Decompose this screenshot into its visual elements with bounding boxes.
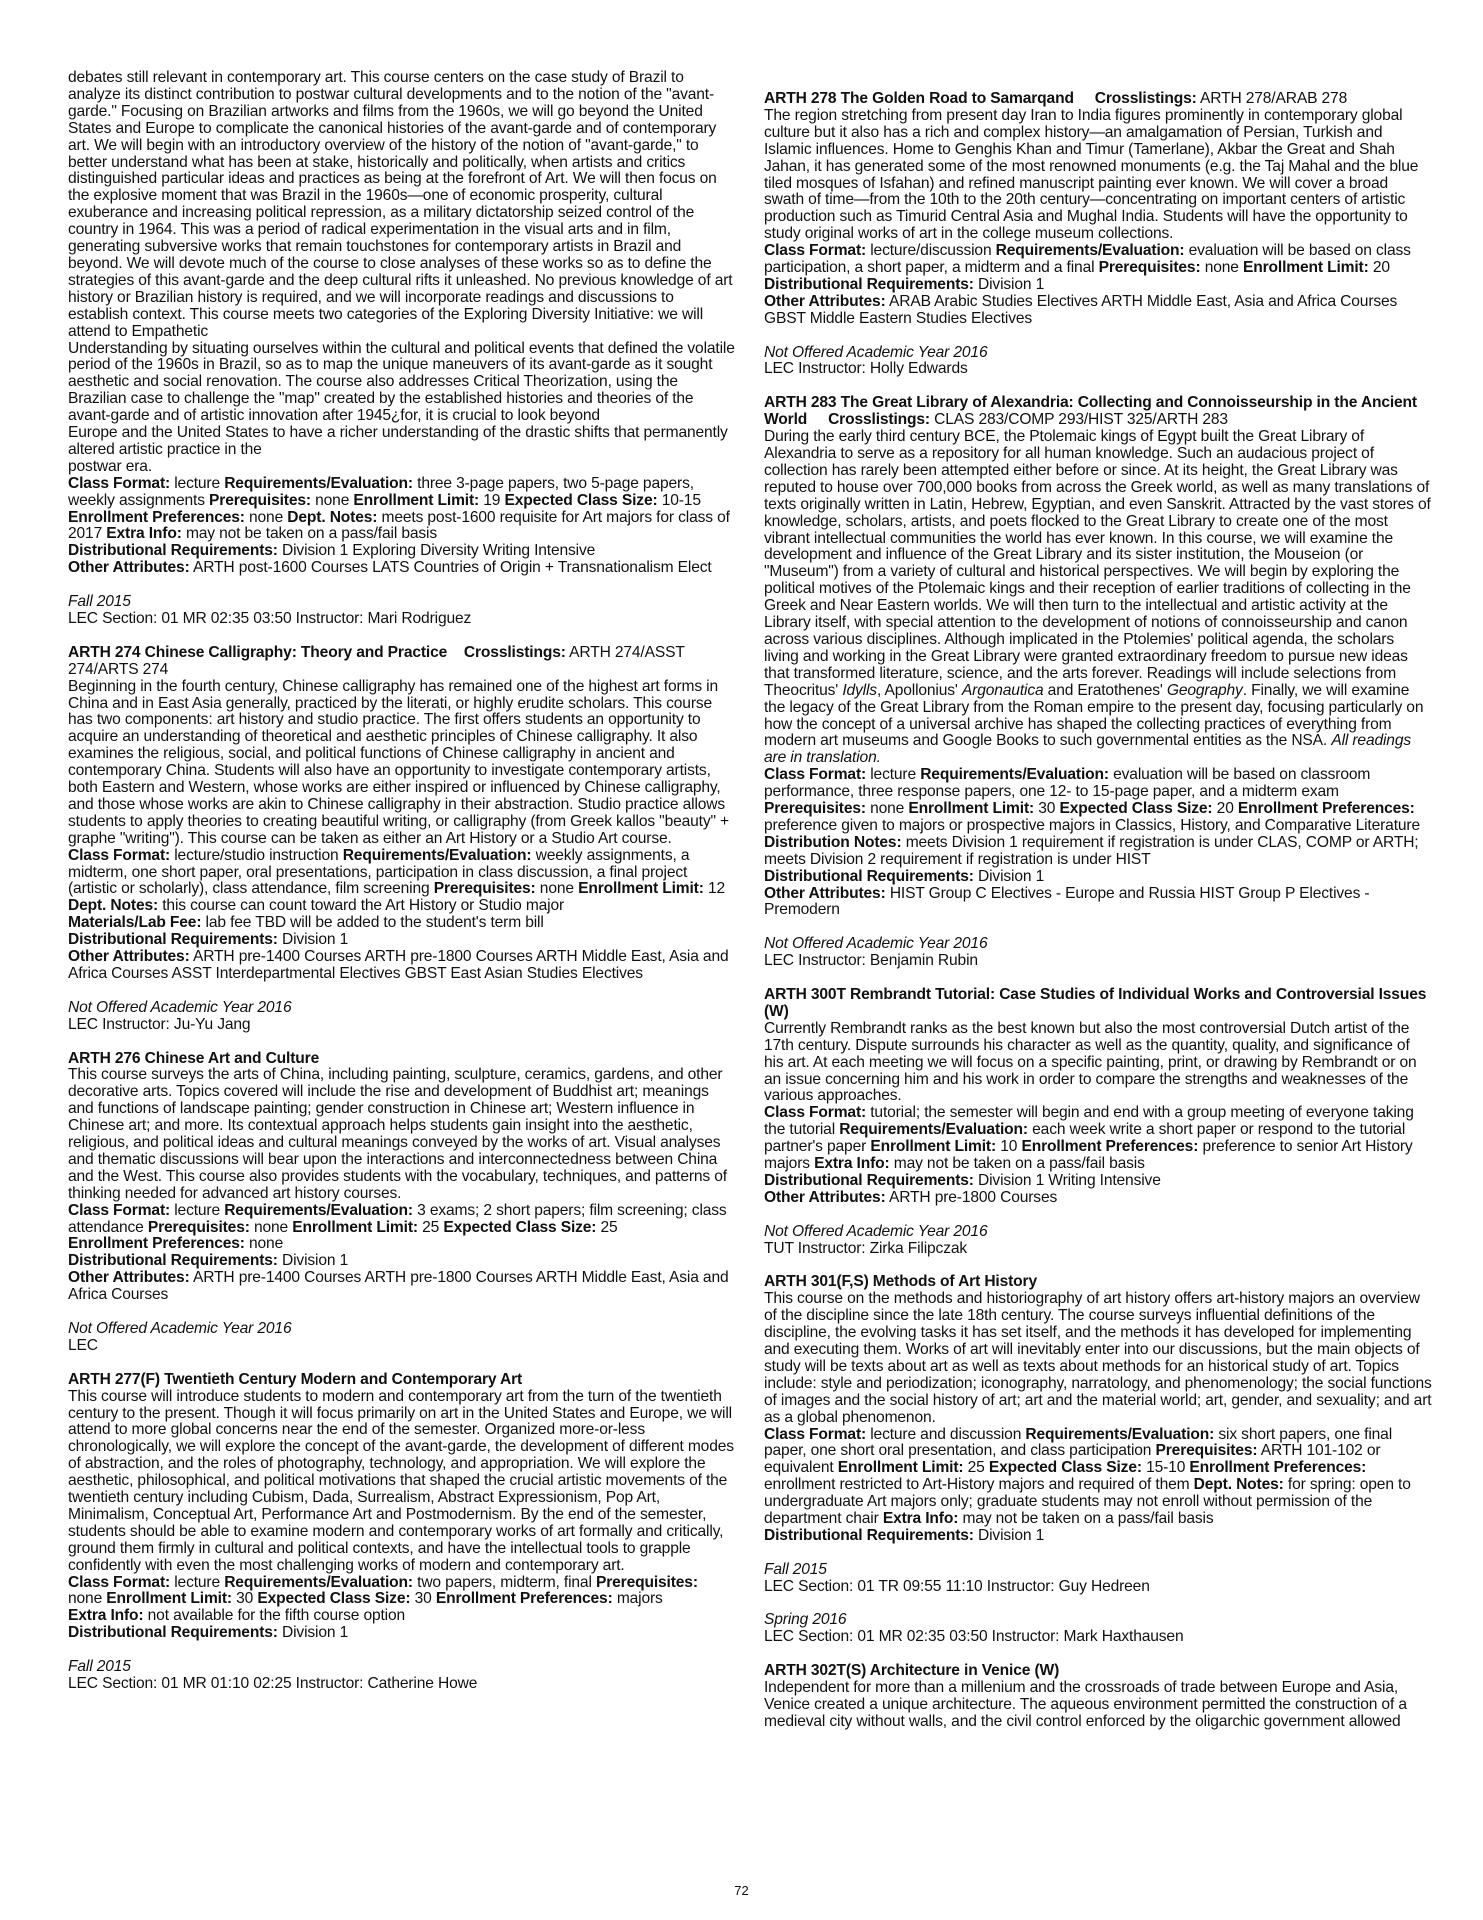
- field-value: lecture/discussion: [870, 242, 992, 260]
- field-label: Enrollment Preferences:: [1189, 1459, 1367, 1477]
- field-value: six short papers, one final paper, one short oral presentation, and class participation: [764, 1425, 1393, 1460]
- field-label: Prerequisites:: [147, 1218, 250, 1236]
- field-value: ARTH 101-102 or equivalent: [764, 1442, 1381, 1477]
- term-label: Not Offered Academic Year 2016: [764, 1222, 988, 1240]
- field-value: majors: [616, 1590, 663, 1608]
- distribution-line: [68, 1253, 736, 1270]
- description-text: , Apollonius': [876, 681, 962, 699]
- section-info: LEC Instructor: Ju-Yu Jang: [68, 1015, 251, 1033]
- course-title: ARTH 301(F,S) Methods of Art History: [764, 1273, 1037, 1291]
- field-label: Class Format:: [764, 766, 867, 784]
- field-value: not available for the fifth course option: [147, 1607, 406, 1625]
- field-label: Class Format:: [68, 846, 171, 864]
- course-description: Currently Rembrandt ranks as the best known but also the most controversial Dutch artist of the 17th century. Dispute surrounds his character as well as the quantity, quality, and significance of his art. At each meeting we will focus on a specific painting, print, or drawing by Rembrandt or on an issue concerning him and his work in order to compare the strengths and weaknesses of the various approaches.: [764, 1019, 1417, 1105]
- extra-info-line: [68, 1608, 736, 1625]
- field-label: Expected Class Size:: [504, 491, 658, 509]
- term-label: Not Offered Academic Year 2016: [764, 935, 988, 953]
- field-label: Requirements/Evaluation:: [839, 1121, 1028, 1139]
- field-value: each week write a short paper or respond to the tutorial partner's paper: [764, 1121, 1406, 1156]
- field-value: lecture: [174, 1573, 220, 1591]
- field-label: Other Attributes:: [68, 948, 190, 966]
- field-label: Class Format:: [68, 1201, 171, 1219]
- distribution-line: [764, 1173, 1432, 1190]
- course-details: [68, 848, 736, 916]
- field-value: 30: [414, 1590, 432, 1608]
- course-description: Understanding by situating ourselves within the cultural and political events that defined the volatile period of the 1960s in Brazil, so as to map the unique maneuvers of its avant-garde as it sought aesthetic and social renovation. The course also addresses Critical Theorization, using the Brazilian case to challenge the "map" created by the established histories and theories of the avant-garde and of artistic innovation after 1945¿for, it is crucial to look beyond: [68, 339, 735, 425]
- field-label: Dept. Notes:: [287, 508, 378, 526]
- field-label: Prerequisites:: [1155, 1442, 1258, 1460]
- field-value: lecture: [174, 474, 220, 492]
- term-label: Fall 2015: [68, 593, 131, 611]
- field-label: Expected Class Size:: [988, 1459, 1142, 1477]
- field-label: Requirements/Evaluation:: [1025, 1425, 1215, 1443]
- term-label: Not Offered Academic Year 2016: [68, 1319, 292, 1337]
- field-label: Requirements/Evaluation:: [920, 766, 1109, 784]
- field-label: Prerequisites:: [764, 800, 866, 818]
- field-value: evaluation will be based on classroom performance, three response papers, one 12- to 15-page paper, and a midterm exam: [764, 766, 1371, 801]
- course-heading: [764, 91, 1432, 108]
- field-label: Extra Info:: [814, 1155, 890, 1173]
- field-label: Class Format:: [764, 1425, 867, 1443]
- field-value: meets post-1600 requisite for Art majors for class of 2017: [68, 508, 730, 543]
- field-value: none: [1204, 259, 1239, 277]
- field-value: none: [68, 1590, 103, 1608]
- field-label: Enrollment Limit:: [292, 1218, 418, 1236]
- field-label: Requirements/Evaluation:: [224, 1573, 413, 1591]
- course-details: [764, 1427, 1432, 1528]
- field-value: for spring: open to undergraduate Art majors only; graduate students may not enroll without permission of the department chair: [764, 1476, 1411, 1528]
- field-label: Distributional Requirements:: [764, 1171, 974, 1189]
- course-title: ARTH 300T Rembrandt Tutorial: Case Studies of Individual Works and Controversial Issues (W): [764, 985, 1427, 1020]
- field-value: ARTH post-1600 Courses LATS Countries of Origin + Transnationalism Elect: [192, 559, 712, 577]
- field-label: Distributional Requirements:: [68, 1252, 278, 1270]
- course-title: ARTH 283 The Great Library of Alexandria: Collecting and Connoisseurship in the Ancient World: [764, 394, 1417, 429]
- field-label: Enrollment Limit:: [106, 1590, 232, 1608]
- field-label: Materials/Lab Fee:: [68, 914, 202, 932]
- term-label: Fall 2015: [68, 1658, 131, 1676]
- field-label: Crosslistings:: [463, 643, 566, 661]
- description-text: During the early third century BCE, the Ptolemaic kings of Egypt built the Great Library of Alexandria to serve as a repository for all human knowledge. Such an audacious project of collection has rarely been attempted either before or since. At its height, the Great Library was reputed to house over 700,000 books from across the Greek world, as well as many translations of texts originally written in Latin, Hebrew, Egyptian, and even Sanskrit. Attracted by the vast stores of knowledge, scholars, artists, and poets flocked to the Great Library to create one of the most vibrant intellectual communities the world has ever known. In this course, we will examine the development and influence of the Great Library and its sister institution, the Mouseion (or "Museum") from a variety of cultural and historical perspectives. We will begin by exploring the political motives of the Ptolemaic kings and their reception of earlier traditions of collecting in the Greek and Near Eastern worlds. We will then turn to the intellectual and artistic activity at the Library itself, with special attention to the development of notions of connoisseurship and canon across various disciplines. Although implicated in the Ptolemies' political agenda, the scholars living and working in the Great Library were granted extraordinary freedom to pursue new ideas that transformed literature, science, and the arts forever. Readings will include selections from Theocritus': [764, 428, 1431, 699]
- field-value: none: [249, 508, 284, 526]
- field-value: ARTH pre-1400 Courses ARTH pre-1800 Courses ARTH Middle East, Asia and Africa Courses: [68, 1269, 729, 1304]
- field-value: Division 1: [978, 867, 1045, 885]
- field-label: Class Format:: [764, 242, 867, 260]
- translation-note: All readings are in translation.: [764, 732, 1411, 767]
- term-label: Fall 2015: [764, 1560, 827, 1578]
- field-value: ARTH pre-1800 Courses: [888, 1188, 1058, 1206]
- field-label: Class Format:: [68, 474, 171, 492]
- field-value: may not be taken on a pass/fail basis: [962, 1510, 1214, 1528]
- field-value: ARAB Arabic Studies Electives ARTH Middle East, Asia and Africa Courses GBST Middle Eastern Studies Electives: [764, 292, 1398, 327]
- field-value: Division 1: [282, 931, 349, 949]
- field-value: preference to senior Art History majors: [764, 1138, 1413, 1173]
- attributes-line: [68, 949, 736, 983]
- course-description: Beginning in the fourth century, Chinese calligraphy has remained one of the highest art forms in China and in East Asia generally, practiced by the literati, or highly erudite scholars. This course has two components: art history and studio practice. The first offers students an opportunity to acquire an understanding of theoretical and aesthetic principles of Chinese calligraphy. It also examines the religious, social, and political functions of Chinese calligraphy in ancient and contemporary China. Students will also have an opportunity to investigate contemporary artists, both Eastern and Western, whose works are either inspired or influenced by Chinese calligraphy, and those whose works are akin to Chinese calligraphy in their abstraction. Studio practice allows students to apply theories to creating beautiful writing, or calligraphy (from Greek kallos "beauty" + graphe "writing"). This course can be taken as either an Art History or a Studio Art course.: [68, 677, 730, 847]
- distribution-line: [764, 1528, 1432, 1545]
- field-label: Enrollment Preferences:: [68, 1235, 245, 1253]
- field-label: Distribution Notes:: [764, 833, 902, 851]
- attributes-line: [764, 1190, 1432, 1207]
- field-label: Prerequisites:: [595, 1573, 698, 1591]
- field-value: 12: [707, 880, 725, 898]
- course-heading: [68, 645, 736, 679]
- book-title: Geography: [1166, 681, 1243, 699]
- preferences-line: [68, 1236, 736, 1253]
- field-value: three 3-page papers, two 5-page papers, weekly assignments: [68, 474, 694, 509]
- field-value: 19: [483, 491, 501, 509]
- field-label: Enrollment Limit:: [837, 1459, 964, 1477]
- term-label: Spring 2016: [764, 1611, 847, 1629]
- field-value: Division 1: [978, 1526, 1045, 1544]
- field-label: Extra Info:: [68, 1607, 144, 1625]
- field-value: ARTH pre-1400 Courses ARTH pre-1800 Courses ARTH Middle East, Asia and Africa Courses ASST Interdepartmental Electives GBST East Asian Studies Electives: [68, 948, 729, 982]
- field-value: weekly assignments, a midterm, one short paper, oral presentations, participation in class discussion, a final project (artistic or scholarly), class attendance, film screening: [68, 846, 690, 898]
- course-details: [68, 476, 736, 544]
- field-label: Requirements/Evaluation:: [224, 1201, 413, 1219]
- field-value: Division 1 Exploring Diversity Writing Intensive: [282, 542, 596, 560]
- field-value: lecture: [174, 1201, 220, 1219]
- section-info: LEC Instructor: Holly Edwards: [764, 360, 968, 378]
- course-description: This course surveys the arts of China, including painting, sculpture, ceramics, gardens, and other decorative arts. Topics covered will include the rise and development of Buddhist art; meanings and functions of landscape painting; gender construction in Chinese art; Western influence in Chinese art; and more. Its contextual approach helps students gain insight into the aesthetic, religious, and political ideas and cultural meanings conveyed by the works of art. Visual analyses and thematic discussions will bear upon the interactions and interconnectedness between China and the West. This course also provides students with the vocabulary, techniques, and patterns of thinking needed for advanced art history courses.: [68, 1066, 727, 1202]
- crosslistings: ARTH 278/ARAB 278: [1199, 90, 1348, 107]
- field-label: Prerequisites:: [209, 491, 311, 509]
- field-label: Dept. Notes:: [68, 897, 159, 915]
- field-value: 3 exams; 2 short papers; film screening; class attendance: [68, 1201, 727, 1236]
- course-details: [764, 243, 1432, 277]
- distribution-line: [68, 1625, 736, 1642]
- field-value: none: [253, 1218, 289, 1236]
- field-value: may not be taken on a pass/fail basis: [893, 1155, 1145, 1173]
- field-label: Other Attributes:: [68, 559, 190, 577]
- attributes-line: [68, 560, 736, 577]
- course-description: This course on the methods and historiography of art history offers art-history majors an overview of the discipline since the late 18th century. The course surveys influential definitions of the discipline, the evolving tasks it has set itself, and the methods it has developed for implementing and executing them. Works of art will inevitably enter into our discussions, but the main objects of study will be texts about art as well as texts about methods for an historical study of art. Topics include: style and periodization; iconography, narratology, and phenomenology; the social functions of images and the social history of art; art and the material world; art, gender, and sexuality; and art as a global phenomenon.: [764, 1290, 1432, 1426]
- distribution-line: [68, 543, 736, 560]
- field-label: Prerequisites:: [1098, 259, 1201, 277]
- field-label: Requirements/Evaluation:: [995, 242, 1185, 260]
- distribution-line: [68, 932, 736, 949]
- left-column: [68, 70, 736, 1693]
- section-info: LEC Section: 01 MR 02:35 03:50 Instructor: Mari Rodriguez: [68, 609, 472, 627]
- field-value: lecture/studio instruction: [174, 846, 339, 864]
- crosslistings: ARTH 274/ASST 274/ARTS 274: [68, 643, 685, 678]
- field-label: Enrollment Preferences:: [435, 1590, 613, 1608]
- field-label: Distributional Requirements:: [764, 867, 974, 885]
- term-label: Not Offered Academic Year 2016: [764, 343, 988, 361]
- section-info: LEC: [68, 1336, 98, 1354]
- field-label: Crosslistings:: [1094, 90, 1197, 107]
- field-label: Distributional Requirements:: [764, 275, 974, 293]
- section-info: TUT Instructor: Zirka Filipczak: [764, 1239, 968, 1257]
- course-description: postwar era.: [68, 457, 153, 475]
- field-label: Enrollment Limit:: [353, 491, 480, 509]
- course-title: ARTH 276 Chinese Art and Culture: [68, 1049, 320, 1067]
- course-description: Europe and the United States to have a richer understanding of the drastic shifts that permanently altered artistic practice in the: [68, 424, 728, 458]
- field-label: Enrollment Limit:: [870, 1138, 997, 1156]
- field-value: 10-15: [661, 491, 701, 509]
- book-title: Argonautica: [961, 681, 1044, 699]
- field-label: Distributional Requirements:: [68, 931, 278, 949]
- term-label: Not Offered Academic Year 2016: [68, 998, 292, 1016]
- field-label: Enrollment Limit:: [578, 880, 704, 898]
- field-label: Other Attributes:: [764, 884, 886, 902]
- section-info: LEC Section: 01 TR 09:55 11:10 Instructor: Guy Hedreen: [764, 1577, 1150, 1595]
- field-label: Class Format:: [68, 1573, 171, 1591]
- course-title: ARTH 278 The Golden Road to Samarqand: [764, 90, 1074, 107]
- field-value: 15-10: [1146, 1459, 1186, 1477]
- field-value: lab fee TBD will be added to the student's term bill: [205, 914, 544, 932]
- course-description: The region stretching from present day Iran to India figures prominently in contemporary global culture but it also has a rich and complex history—an amalgamation of Persian, Turkish and Islamic influences. Home to Genghis Khan and Timur (Tamerlane), Akbar the Great and Shah Jahan, it has generated some of the most renowned monuments (e.g. the Taj Mahal and the blue tiled mosques of Isfahan) and refined manuscript painting ever known. We will cover a broad swath of time—from the 10th to the 20th century—concentrating on important centers of artistic production such as Timurid Central Asia and Mughal India. Students will have the opportunity to study original works of art in the college museum collections.: [764, 106, 1419, 243]
- field-label: Other Attributes:: [764, 292, 886, 310]
- field-value: 25: [967, 1459, 985, 1477]
- page-number: 72: [734, 1883, 749, 1898]
- course-details: [68, 1575, 736, 1609]
- field-label: Other Attributes:: [764, 1188, 886, 1206]
- field-value: tutorial; the semester will begin and end with a group meeting of everyone taking the tutorial: [764, 1104, 1414, 1139]
- section-info: LEC Section: 01 MR 02:35 03:50 Instructor: Mark Haxthausen: [764, 1628, 1184, 1646]
- course-title: ARTH 302T(S) Architecture in Venice (W): [764, 1662, 1060, 1680]
- field-value: Division 1: [978, 275, 1045, 293]
- field-value: none: [315, 491, 350, 509]
- field-label: Distributional Requirements:: [68, 542, 278, 560]
- field-label: Crosslistings:: [828, 411, 930, 429]
- field-value: 30: [1038, 800, 1056, 818]
- book-title: Idylls: [842, 681, 877, 699]
- field-label: Requirements/Evaluation:: [224, 474, 413, 492]
- course-title: ARTH 277(F) Twentieth Century Modern and Contemporary Art: [68, 1370, 523, 1388]
- field-label: Class Format:: [764, 1104, 867, 1122]
- right-column: [764, 91, 1432, 1731]
- field-label: Extra Info:: [106, 525, 182, 543]
- distribution-line: [764, 277, 1432, 294]
- lab-fee-line: [68, 915, 736, 932]
- course-details: [764, 1105, 1432, 1173]
- field-label: Enrollment Limit:: [1242, 259, 1369, 277]
- field-value: Division 1: [282, 1624, 349, 1642]
- course-description: Independent for more than a millenium and the crossroads of trade between Europe and Asia, Venice created a unique architecture. The aqueous environment permitted the construction of a medieval city without walls, and the civil control enforced by the oligarchic government allowed: [764, 1679, 1407, 1730]
- field-value: preference given to majors or prospective majors in Classics, History, and Comparative Literature: [764, 816, 1420, 834]
- field-value: 10: [1000, 1138, 1018, 1156]
- course-description: This course will introduce students to modern and contemporary art from the turn of the twentieth century to the present. Though it will focus primarily on art in the United States and Europe, we will attend to more global concerns near the end of the semester. Organized more-or-less chronologically, we will explore the concept of the avant-garde, the development of different modes of abstraction, and the roles of photography, technology, and appropriation. We will explore the aesthetic, philosophical, and political motivations that shaped the crucial artistic movements of the twentieth century including Cubism, Dada, Surrealism, Abstract Expressionism, Pop Art, Minimalism, Conceptual Art, Performance Art and Postmodernism. By the end of the semester, students should be able to examine modern and contemporary works of art formally and critically, ground them firmly in cultural and political contexts, and have the intellectual tools to grapple confidently with even the most challenging works of modern and contemporary art.: [68, 1387, 734, 1574]
- field-label: Extra Info:: [882, 1510, 959, 1528]
- field-value: evaluation will be based on class participation, a short paper, a midterm and a final: [764, 242, 1411, 277]
- course-details: [764, 767, 1432, 868]
- field-label: Prerequisites:: [433, 880, 536, 898]
- description-text: and Eratothenes': [1043, 681, 1167, 699]
- field-value: lecture: [870, 766, 916, 784]
- field-value: 25: [422, 1218, 440, 1236]
- field-label: Other Attributes:: [68, 1269, 190, 1287]
- field-value: Division 1 Writing Intensive: [978, 1171, 1161, 1189]
- field-label: Enrollment Preferences:: [68, 508, 245, 526]
- field-value: meets Division 1 requirement if registration is under CLAS, COMP or ARTH; meets Division 2 requirement if registration is under HIST: [764, 833, 1419, 868]
- course-description: [764, 429, 1432, 767]
- course-heading: [764, 395, 1432, 429]
- attributes-line: [764, 294, 1432, 328]
- field-label: Expected Class Size:: [443, 1218, 597, 1236]
- field-value: this course can count toward the Art History or Studio major: [162, 897, 565, 915]
- field-value: 20: [1372, 259, 1390, 277]
- field-label: Distributional Requirements:: [764, 1526, 974, 1544]
- section-info: LEC Instructor: Benjamin Rubin: [764, 952, 978, 970]
- field-label: Enrollment Limit:: [908, 800, 1035, 818]
- field-value: 30: [236, 1590, 254, 1608]
- field-value: none: [870, 800, 905, 818]
- course-description: debates still relevant in contemporary art. This course centers on the case study of Brazil to analyze its distinct contribution to postwar cultural developments and to the notion of the "avant-garde." Focusing on Brazilian artworks and films from the 1960s, we will go beyond the United States and Europe to complicate the canonical histories of the avant-garde and of contemporary art. We will begin with an introductory overview of the history of the notion of "avant-garde," to better understand what has been at stake, historically and politically, when artists and critics distinguished particular ideas and practices as being at the forefront of Art. We will then focus on the explosive moment that was Brazil in the 1960s—one of economic prosperity, cultural exuberance and increasing political repression, as a military dictatorship seized control of the country in 1964. This was a period of radical experimentation in the visual arts and in film, generating subversive works that remain touchstones for contemporary artists in Brazil and beyond. We will devote much of the course to close analyses of these works so as to define the strategies of this avant-garde and the deep cultural rifts it unleashed. No previous knowledge of art history or Brazilian history is required, and we will incorporate readings and discussions to establish context. This course meets two categories of the Exploring Diversity Initiative: we will attend to Empathetic: [68, 69, 733, 340]
- course-title: ARTH 274 Chinese Calligraphy: Theory and Practice: [68, 643, 448, 661]
- field-value: lecture and discussion: [870, 1425, 1022, 1443]
- course-details: [68, 1203, 736, 1237]
- field-label: Enrollment Preferences:: [1237, 800, 1415, 818]
- field-label: Enrollment Preferences:: [1021, 1138, 1199, 1156]
- section-info: LEC Section: 01 MR 01:10 02:25 Instructor: Catherine Howe: [68, 1674, 478, 1692]
- field-value: two papers, midterm, final: [417, 1573, 592, 1591]
- field-value: enrollment restricted to Art-History majors and required of them: [764, 1476, 1190, 1494]
- field-value: 20: [1216, 800, 1234, 818]
- field-value: Division 1: [282, 1252, 349, 1270]
- field-label: Requirements/Evaluation:: [342, 846, 532, 864]
- field-value: 25: [600, 1218, 618, 1236]
- field-label: Expected Class Size:: [257, 1590, 411, 1608]
- field-label: Expected Class Size:: [1059, 800, 1213, 818]
- field-value: HIST Group C Electives - Europe and Russia HIST Group P Electives - Premodern: [764, 884, 1370, 919]
- crosslistings: CLAS 283/COMP 293/HIST 325/ARTH 283: [934, 411, 1228, 429]
- attributes-line: [68, 1270, 736, 1304]
- field-label: Dept. Notes:: [1193, 1476, 1284, 1494]
- field-value: may not be taken on a pass/fail basis: [185, 525, 437, 543]
- description-text: . Finally, we will examine the legacy of the Great Library from the Roman empire to the present day, focusing particularly on how the concept of a universal archive has shaped the collecting practices of everything from modern art museums and Google Books to such governmental entities as the NSA.: [764, 681, 1424, 750]
- distribution-line: [764, 869, 1432, 886]
- field-value: none: [249, 1235, 284, 1253]
- field-value: none: [539, 880, 574, 898]
- attributes-line: [764, 886, 1432, 920]
- field-label: Distributional Requirements:: [68, 1624, 278, 1642]
